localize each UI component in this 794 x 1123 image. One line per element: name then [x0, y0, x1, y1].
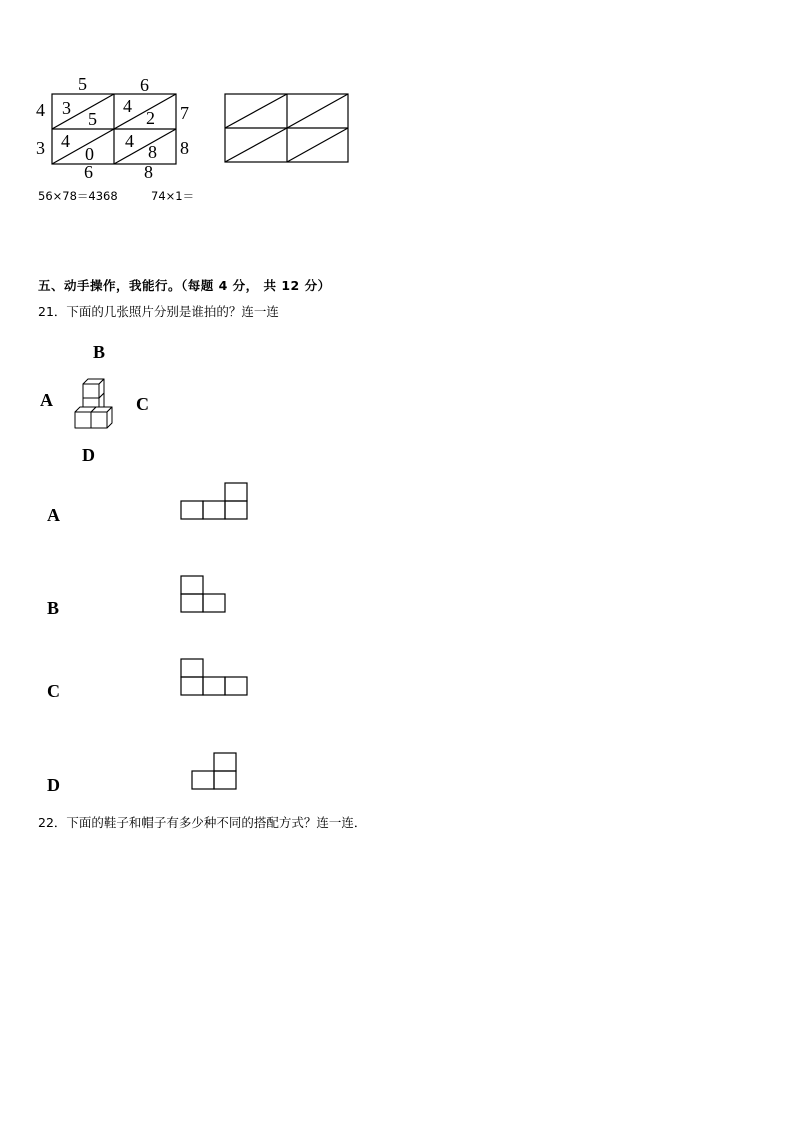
bottom-digit-1: 6: [84, 162, 93, 182]
viewer-label-bottom: D: [82, 445, 95, 465]
cell-1-ones: 5: [88, 109, 97, 129]
left-digit-2: 3: [36, 138, 45, 158]
right-digit-1: 7: [180, 103, 189, 123]
view-shape-b: [180, 575, 230, 615]
viewer-label-top: B: [93, 342, 106, 362]
cell-3-tens: 4: [61, 131, 70, 151]
view-label-c: C: [47, 681, 60, 701]
view-shape-d: [191, 752, 241, 792]
question-21-text: 21．下面的几张照片分别是谁拍的？连一连: [38, 304, 279, 319]
view-label-a: A: [47, 505, 60, 525]
viewer-label-left: A: [40, 390, 53, 410]
cell-2-tens: 4: [123, 96, 132, 116]
viewer-label-right: C: [136, 394, 149, 414]
cube-stack-figure: [70, 376, 122, 430]
view-shape-c: [180, 658, 252, 698]
cell-1-tens: 3: [62, 98, 71, 118]
cell-4-tens: 4: [125, 131, 134, 151]
example-equation: 56×78＝4368: [38, 189, 118, 203]
blank-lattice-grid: [225, 94, 348, 162]
right-digit-2: 8: [180, 138, 189, 158]
blank-equation: 74×1＝: [151, 189, 195, 203]
view-shape-a: [180, 482, 250, 522]
cell-2-ones: 2: [146, 108, 155, 128]
left-digit-1: 4: [36, 100, 45, 120]
question-22-text: 22．下面的鞋子和帽子有多少种不同的搭配方式？连一连．: [38, 815, 367, 830]
cell-3-ones: 0: [85, 144, 94, 164]
view-label-b: B: [47, 598, 60, 618]
top-digit-2: 6: [140, 75, 149, 95]
view-label-d: D: [47, 775, 60, 795]
top-digit-1: 5: [78, 74, 87, 94]
bottom-digit-2: 8: [144, 162, 153, 182]
lattice-diagrams: [30, 74, 360, 206]
cell-4-ones: 8: [148, 142, 157, 162]
section-title: 五、动手操作，我能行。（每题 4 分， 共 12 分）: [38, 278, 331, 293]
